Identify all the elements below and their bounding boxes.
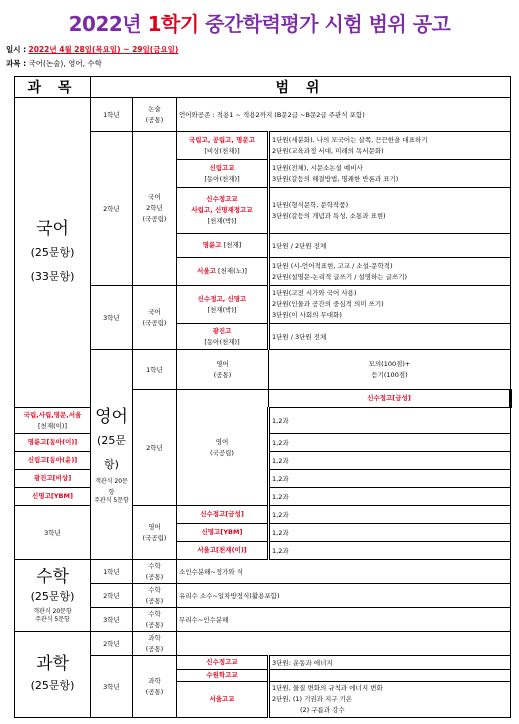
korean-g2-publisher-2: 신림고교 [동아(천재)] bbox=[177, 160, 269, 188]
korean-g2-publisher-3: 신수정고교 사립고, 신명재정고교 [천재(박)] bbox=[177, 188, 269, 234]
english-g1-subject: 영어 (공통) bbox=[177, 350, 269, 390]
korean-g2-scope-2: 1단원(전체), 시문소논설 예비사 3단원(갈등의 해결방법, 명쾌한 반론과 표기) bbox=[269, 160, 511, 188]
math-g1-subject: 수학 (공통) bbox=[133, 560, 177, 584]
korean-g2-publisher-5: 서울고 [천재(노)] bbox=[177, 258, 269, 286]
korean-g3-scope-2: 1단원 / 3단원 전체 bbox=[269, 324, 511, 350]
science-grade3: 3학년 bbox=[91, 656, 133, 718]
english-g3-scope-2: 1,2과 bbox=[269, 524, 511, 542]
science-g3-scope-1: 3단원: 운동과 에너지 bbox=[269, 656, 511, 670]
korean-grade1: 1학년 bbox=[91, 98, 133, 132]
exam-subjects-line bbox=[6, 58, 102, 69]
korean-g2-subject: 국어 2학년 (국공립) bbox=[133, 132, 177, 286]
english-g2-scope-6: 1,2과 bbox=[269, 488, 511, 506]
math-grade3: 3학년 bbox=[91, 608, 133, 632]
english-g3-scope-3: 1,2과 bbox=[269, 542, 511, 560]
english-g3-scope-1: 1,2과 bbox=[269, 506, 511, 524]
korean-g2-publisher-1: 국립고, 공립고, 명문고 [비상(천재)] bbox=[177, 132, 269, 160]
exam-date-label: 일시 : bbox=[6, 45, 27, 54]
exam-subjects-label: 과목 : bbox=[6, 59, 27, 68]
english-g2-subject: 영어 (국공립) bbox=[177, 390, 269, 506]
korean-g2-scope-3: 1단원(형식문학, 문학작품) 3단원(갈등의 개념과 특성, 소통과 표현) bbox=[269, 188, 511, 234]
english-g2-scope-2: 1,2과 bbox=[269, 408, 511, 434]
english-g2-publisher-2: 국립,사립,명문,서울 [천재(이)] bbox=[15, 408, 91, 434]
english-g2-publisher-4: 신림고[동아(윤)] bbox=[15, 452, 91, 470]
math-g3-subject: 수학 (공통) bbox=[133, 608, 177, 632]
science-g3-scope-2 bbox=[269, 670, 511, 682]
page-title: 2022년 1학기 중간학력평가 시험 범위 공고 bbox=[68, 12, 451, 36]
korean-g2-scope-4: 1단원 / 2단원 전체 bbox=[269, 234, 511, 258]
science-g3-publisher-2: 수원학고교 bbox=[177, 670, 269, 682]
english-grade2: 2학년 bbox=[133, 390, 177, 506]
korean-g2-publisher-4: 명륜고 [천재] bbox=[177, 234, 269, 258]
header-subject: 과 목 bbox=[15, 77, 91, 98]
subject-english: 영어 (25문항) 객관식 20문항 주관식 5문항 bbox=[91, 350, 133, 560]
math-g2-scope: 유리수 소수~일차방정식(활용포함) bbox=[177, 584, 511, 608]
math-g2-subject: 수학 (공통) bbox=[133, 584, 177, 608]
exam-scope-table bbox=[14, 76, 511, 718]
science-g3-subject: 과학 (공통) bbox=[133, 656, 177, 718]
korean-grade3: 3학년 bbox=[91, 286, 133, 350]
header-scope: 범 위 bbox=[91, 77, 511, 98]
english-g2-scope-3: 1,2과 bbox=[269, 434, 511, 452]
english-g1-types: 모의(100점)+ 듣기(100점) bbox=[269, 350, 511, 390]
science-g2-scope bbox=[177, 632, 511, 656]
english-g2-publisher-1: 신수정고[금성] bbox=[269, 390, 511, 408]
korean-grade2: 2학년 bbox=[91, 132, 133, 286]
english-g3-subject: 영어 (국공립) bbox=[133, 506, 177, 560]
english-g3-publisher-1: 신수정고[금성] bbox=[177, 506, 269, 524]
korean-g1-subject: 논술 (공통) bbox=[133, 98, 177, 132]
english-g2-publisher-5: 광진고[비상] bbox=[15, 470, 91, 488]
korean-g1-scope: 언어와공존 : 적용1 ~ 적용2까지 (B문2급 ~B문2급 주관식 포함) bbox=[177, 98, 511, 132]
korean-g3-subject: 국어 (국공립) bbox=[133, 286, 177, 350]
math-g3-scope: 무리수~인수분해 bbox=[177, 608, 511, 632]
english-g2-publisher-6: 신명고[YBM] bbox=[15, 488, 91, 506]
english-g3-publisher-2: 신명고[YBM] bbox=[177, 524, 269, 542]
korean-g3-publisher-1: 신수정고, 신명고 [천재(박)] bbox=[177, 286, 269, 324]
exam-subjects-value: 국어(논술), 영어, 수학 bbox=[28, 59, 102, 68]
korean-g2-scope-5: 1단원 (시-언어적표현, 고교 / 소설-문학적) 2단원(설명문-논리적 글쓰기 / 설명하는 글쓰기) bbox=[269, 258, 511, 286]
science-g3-scope-3: 1단원, 물질 변화의 규칙과 에너지 변화 2단원, (1) 기권과 지구 기온 (2) 구름과 강수 bbox=[269, 682, 511, 718]
english-grade3: 3학년 bbox=[15, 506, 91, 560]
math-g1-scope: 소인수분해~정가와 식 bbox=[177, 560, 511, 584]
korean-g3-scope-1: 1단원(고전 시가와 국어 사용) 2단원(인물과 공간의 중심적 의미 쓰기) 3단원(이 사회의 무대화) bbox=[269, 286, 511, 324]
english-grade1: 1학년 bbox=[133, 350, 177, 390]
subject-science: 과학 (25문항) bbox=[15, 632, 91, 718]
exam-date-value: 2022년 4월 28일(목요일) ~ 29일(금요일) bbox=[28, 45, 179, 54]
english-g2-publisher-3: 명륜고[동아(이)] bbox=[15, 434, 91, 452]
english-g2-scope-4: 1,2과 bbox=[269, 452, 511, 470]
korean-g2-scope-1: 1단원(세분화), 나의 모국어는 살쪽, 끈끈한을 대표하기 2단원(교육과정 서대, 미래의 독서문화) bbox=[269, 132, 511, 160]
exam-date-line bbox=[6, 44, 178, 55]
english-g2-scope-5: 1,2과 bbox=[269, 470, 511, 488]
subject-korean: 국어 (25문항) (33문항) bbox=[15, 98, 91, 408]
math-grade2: 2학년 bbox=[91, 584, 133, 608]
korean-g3-publisher-2: 광진고 [동아(천재)] bbox=[177, 324, 269, 350]
science-g2-subject: 과학 (공통) bbox=[133, 632, 177, 656]
science-grade2: 2학년 bbox=[91, 632, 133, 656]
subject-math: 수학 (25문항) 객관식 20문항 주관식 5문항 bbox=[15, 560, 91, 632]
science-g3-publisher-3: 서울고교 bbox=[177, 682, 269, 718]
english-g3-publisher-3: 서울고[천재(이)] bbox=[177, 542, 269, 560]
science-g3-publisher-1: 신수정고교 bbox=[177, 656, 269, 670]
math-grade1: 1학년 bbox=[91, 560, 133, 584]
